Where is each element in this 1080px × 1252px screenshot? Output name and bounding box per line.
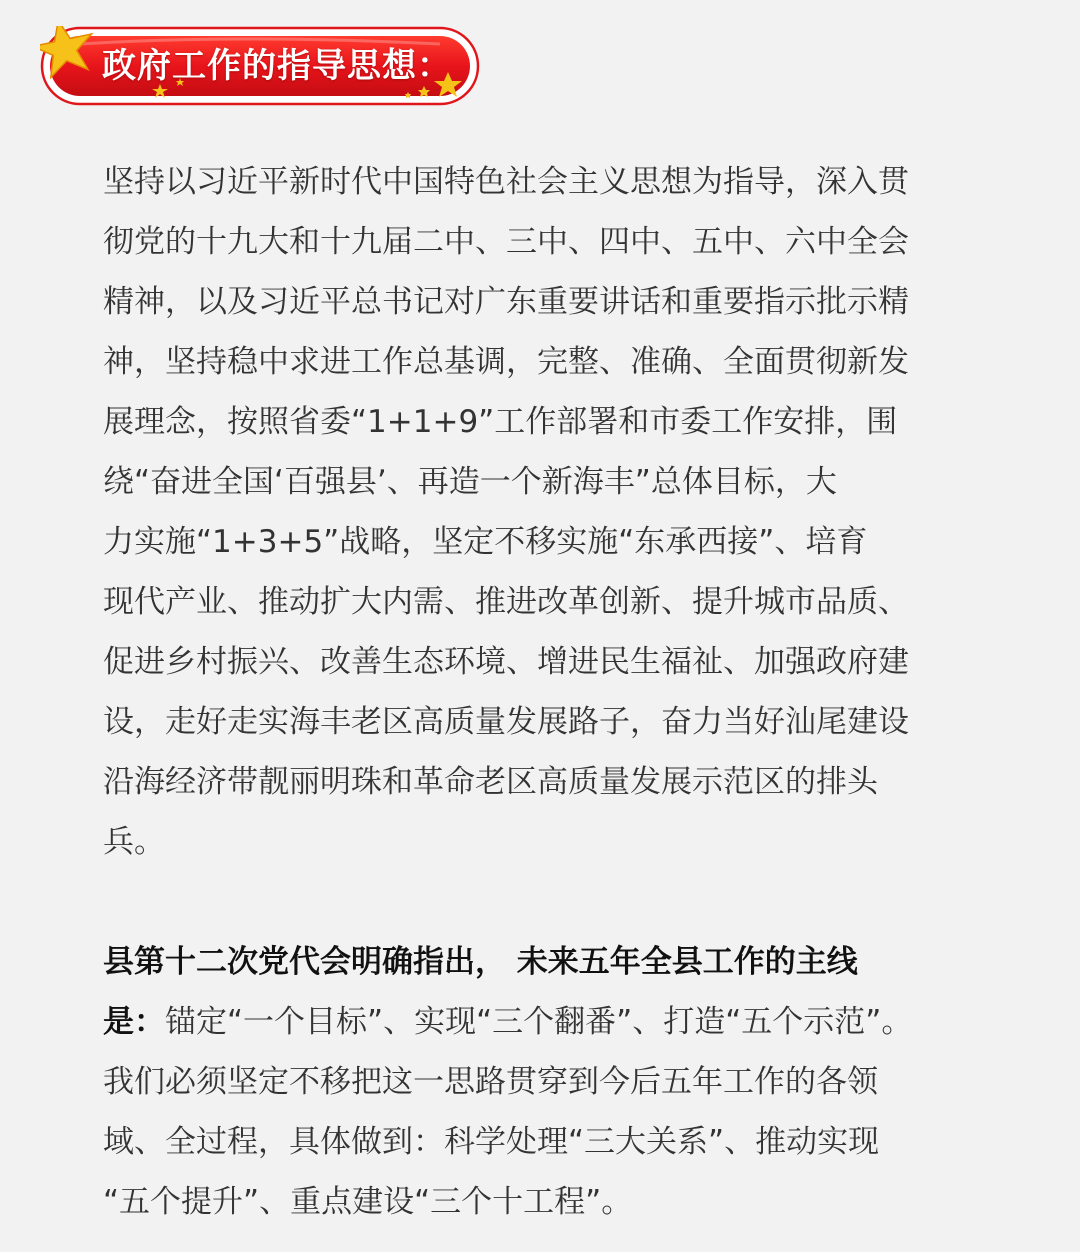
text-line: 设，走好走实海丰老区高质量发展路子，奋力当好汕尾建设	[103, 704, 909, 740]
article-body	[103, 152, 983, 1232]
section-title: 政府工作的指导思想：	[102, 46, 452, 86]
main-line-paragraph	[103, 932, 983, 1232]
text-line: 域、全过程，具体做到：科学处理“三大关系”、推动实现	[103, 1124, 880, 1160]
guiding-ideology-paragraph	[103, 152, 983, 872]
text-line	[103, 992, 983, 1052]
text-line: 沿海经济带靓丽明珠和革命老区高质量发展示范区的排头	[103, 764, 878, 800]
text-line: 神，坚持稳中求进工作总基调，完整、准确、全面贯彻新发	[103, 344, 909, 380]
text-line: 现代产业、推动扩大内需、推进改革创新、提升城市品质、	[103, 584, 909, 620]
emphasis-line: 县第十二次党代会明确指出， 未来五年全县工作的主线	[103, 944, 858, 980]
text-line: 促进乡村振兴、改善生态环境、增进民生福祉、加强政府建	[103, 644, 909, 680]
text-line: 精神，以及习近平总书记对广东重要讲话和重要指示批示精	[103, 284, 909, 320]
emphasis-prefix: 是：	[103, 1004, 165, 1040]
text-line: 我们必须坚定不移把这一思路贯穿到今后五年工作的各领	[103, 1064, 878, 1100]
text-line: 彻党的十九大和十九届二中、三中、四中、五中、六中全会	[103, 224, 909, 260]
text-line: 兵。	[103, 824, 165, 860]
section-header-badge	[40, 26, 480, 106]
text-line: 力实施“1+3+5”战略，坚定不移实施“东承西接”、培育	[103, 524, 868, 560]
text-line: 坚持以习近平新时代中国特色社会主义思想为指导，深入贯	[103, 164, 909, 200]
text-line: 展理念，按照省委“1+1+9”工作部署和市委工作安排，围	[103, 404, 898, 440]
text-segment: 锚定“一个目标”、实现“三个翻番”、打造“五个示范”。	[165, 1004, 913, 1040]
text-line: 绕“奋进全国‘百强县’、再造一个新海丰”总体目标，大	[103, 464, 837, 500]
text-line: “五个提升”、重点建设“三个十工程”。	[103, 1184, 633, 1220]
